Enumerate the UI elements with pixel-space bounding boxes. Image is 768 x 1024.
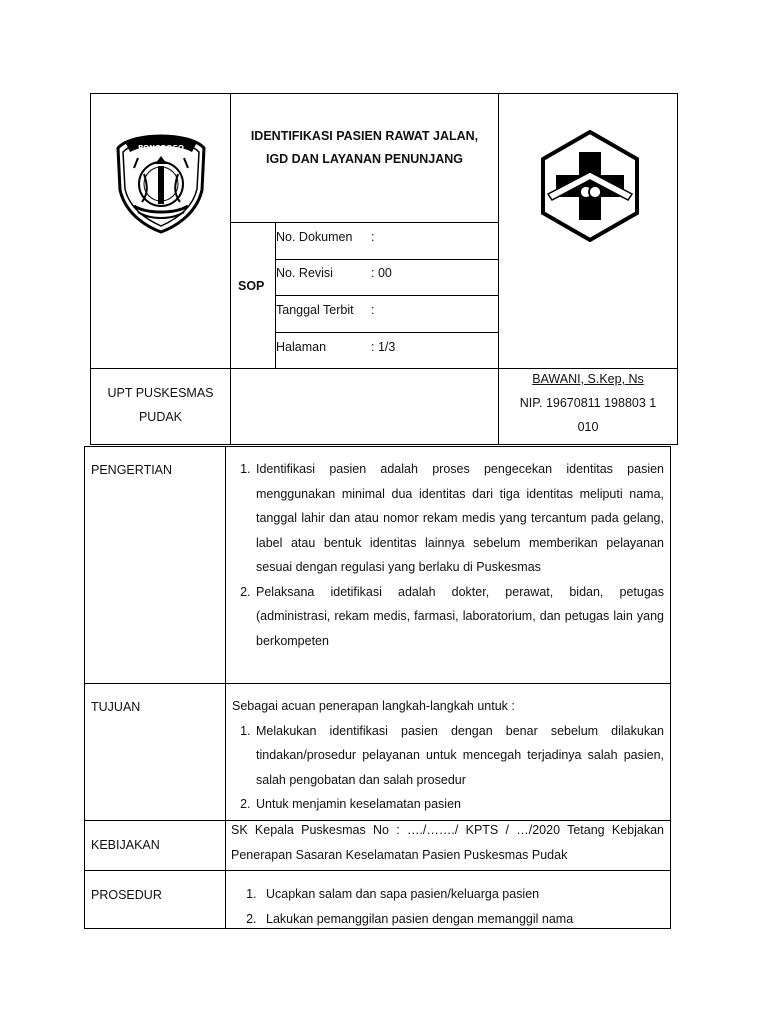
logo-text: PONOROGO [138,144,184,152]
organization-name [91,381,230,429]
meta-value-dokumen: : [371,230,375,244]
signer-nip-1: NIP. 19670811 198803 1 [519,396,657,410]
meta-label: Halaman [276,340,327,354]
sop-label: SOP [238,279,265,293]
puskesmas-logo [534,130,646,242]
regency-logo [112,128,210,234]
list-item: 1. Melakukan identifikasi pasien dengan benar sebelum dilakukan tindakan/prosedur pelayanan untuk mencegah terjadinya salah pasien, salah pengobatan dan salah prosedur [254,719,664,793]
meta-label: Tanggal Terbit [276,303,354,317]
meta-row-dokumen [276,230,352,244]
meta-label: No. Dokumen [276,230,353,244]
document-title [231,125,498,171]
section-content-kebijakan: SK Kepala Puskesmas No : …./……./ KPTS / …/2020 Tetang Kebjakan Penerapan Sasaran Keselamatan Pasien Puskesmas Pudak [231,823,664,862]
org-line-1: UPT PUSKESMAS [107,386,214,400]
meta-row-tanggal [276,303,354,317]
section-content-tujuan [232,694,664,817]
meta-value-tanggal: : [371,303,375,317]
meta-value-revisi: : 00 [371,266,392,280]
list-item: 2. Lakukan pemanggilan pasien dengan memanggil nama [260,907,664,932]
signer-name: BAWANI, S.Kep, Ns [532,372,644,386]
meta-row-halaman [276,340,326,354]
signer-block [499,367,677,439]
meta-value-halaman: : 1/3 [371,340,396,354]
org-line-2: PUDAK [138,410,183,424]
section-label-prosedur: PROSEDUR [91,888,162,902]
list-item: 2. Pelaksana idetifikasi adalah dokter, perawat, bidan, petugas (administrasi, rekam medis, farmasi, laboratorium, dan petugas lain yang berkompeten [254,580,664,654]
section-label-kebijakan: KEBIJAKAN [91,838,160,852]
section-content-pengertian [232,457,664,653]
signer-nip-2: 010 [577,420,599,434]
meta-row-revisi [276,266,333,280]
tujuan-intro: Sebagai acuan penerapan langkah-langkah untuk : [232,699,515,713]
title-line-1: IDENTIFIKASI PASIEN RAWAT JALAN, [250,129,479,143]
title-line-2: IGD DAN LAYANAN PENUNJANG [265,152,464,166]
list-item: 1. Ucapkan salam dan sapa pasien/keluarga pasien [260,882,664,907]
section-label-tujuan: TUJUAN [91,700,141,714]
section-label-pengertian: PENGERTIAN [91,463,173,477]
section-content-prosedur [232,882,664,931]
meta-label: No. Revisi [276,266,333,280]
list-item: 1. Identifikasi pasien adalah proses pengecekan identitas pasien menggunakan minimal dua identitas dari tiga identitas meliputi nama, tanggal lahir dan atau nomor rekam medis yang tercantum pada gelang, label atau bentuk identitas lainnya sebelum memberikan pelayanan sesuai dengan regulasi yang berlaku di Puskesmas [254,457,664,580]
list-item: 2. Untuk menjamin keselamatan pasien [254,792,664,817]
